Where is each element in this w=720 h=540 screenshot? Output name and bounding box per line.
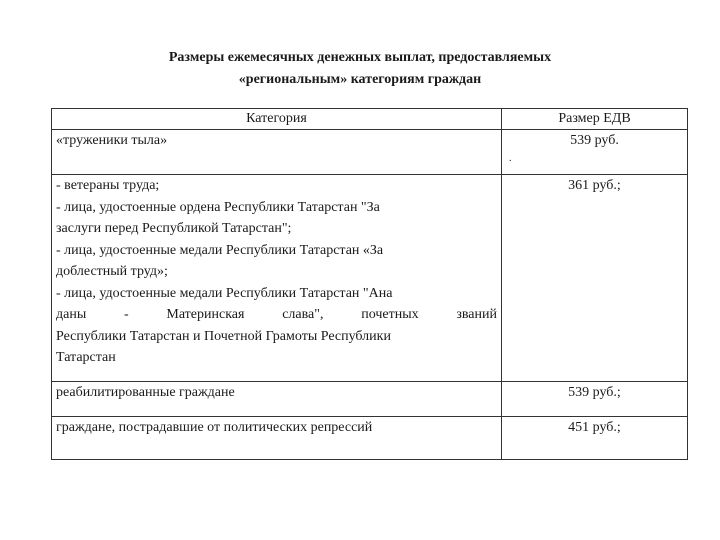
amount-cell — [502, 417, 688, 460]
amount-cell — [502, 175, 688, 382]
category-text: - лица, удостоенные ордена Республики Татарстан "За — [56, 199, 380, 215]
table-row — [52, 130, 688, 175]
table-row — [52, 175, 688, 382]
document-title — [0, 47, 720, 91]
table-row — [52, 417, 688, 460]
amount-value: 539 руб.; — [568, 385, 621, 400]
category-text: «труженики тыла» — [56, 133, 168, 148]
category-text: - ветераны труда; — [56, 178, 160, 193]
amount-cell — [502, 382, 688, 417]
category-text: Татарстан — [56, 350, 116, 365]
category-text: реабилитированные граждане — [56, 385, 235, 400]
category-text: Республики Татарстан и Почетной Грамоты Республики — [56, 328, 391, 344]
table-row — [52, 382, 688, 417]
category-text: заслуги перед Республикой Татарстан"; — [56, 221, 292, 236]
header-amount: Размер ЕДВ — [502, 109, 688, 130]
amount-value: 361 руб.; — [568, 178, 621, 193]
category-text: доблестный труд»; — [56, 264, 168, 279]
amount-value: 451 руб.; — [568, 420, 621, 435]
category-cell — [52, 175, 502, 382]
category-text: даны - Материнская слава", почетных званий — [56, 307, 497, 322]
category-text: - лица, удостоенные медали Республики Татарстан «За — [56, 242, 384, 258]
amount-cell — [502, 130, 688, 175]
category-cell — [52, 130, 502, 175]
header-category: Категория — [52, 109, 502, 130]
table-header-row — [52, 109, 688, 130]
category-cell — [52, 382, 502, 417]
title-line-2: «региональным» категориям граждан — [238, 72, 482, 87]
category-text: граждане, пострадавшие от политических репрессий — [56, 420, 373, 435]
amount-value: 539 руб. — [570, 133, 619, 148]
title-line-1: Размеры ежемесячных денежных выплат, предоставляемых — [168, 50, 552, 65]
edv-table — [51, 108, 688, 460]
category-cell — [52, 417, 502, 460]
category-text: - лица, удостоенные медали Республики Татарстан "Ана — [56, 285, 393, 301]
stray-dot: . — [509, 153, 512, 164]
